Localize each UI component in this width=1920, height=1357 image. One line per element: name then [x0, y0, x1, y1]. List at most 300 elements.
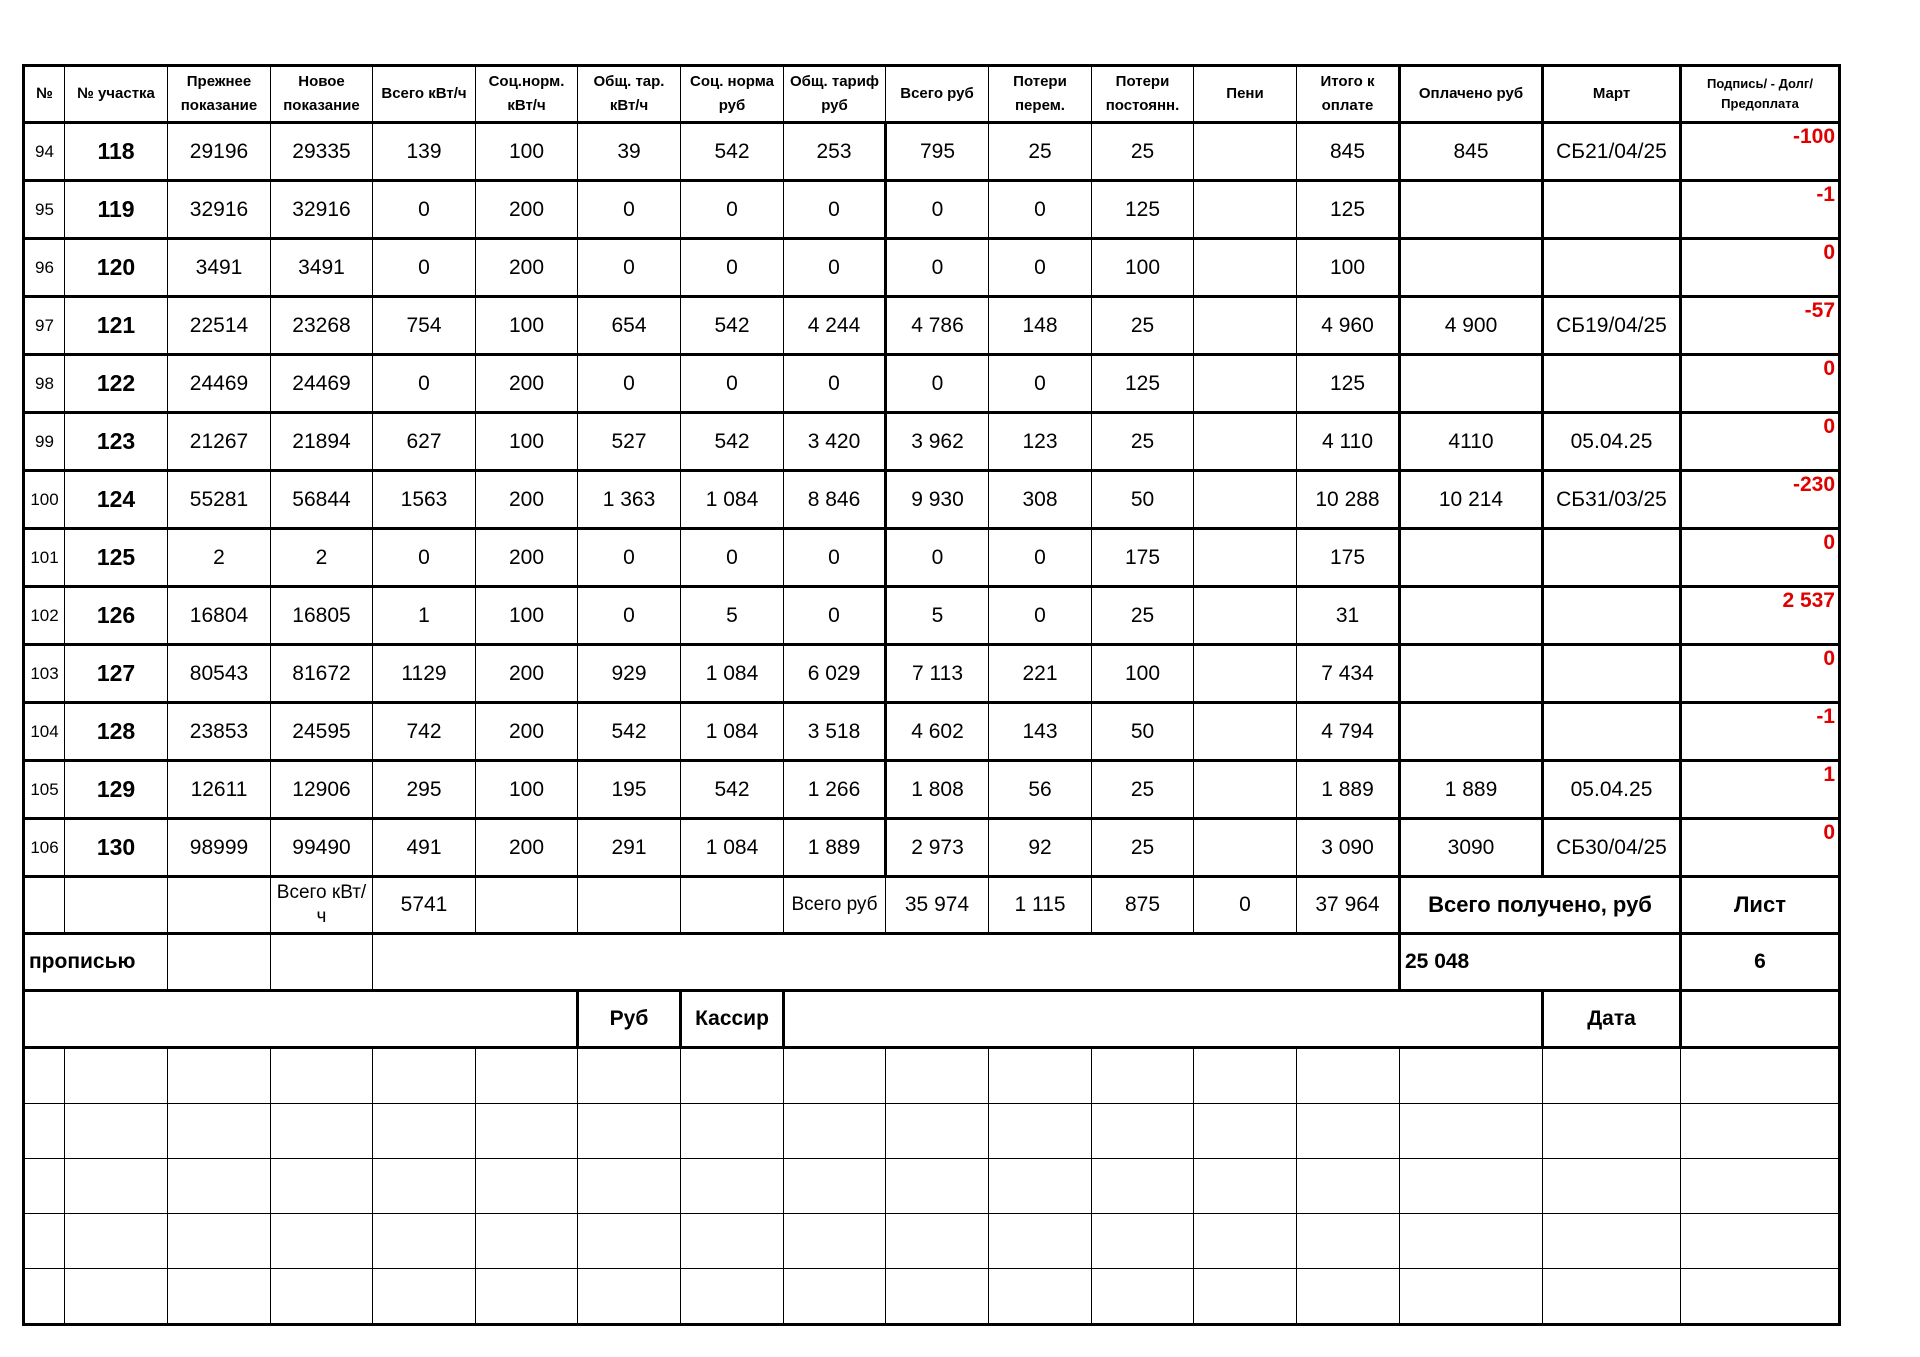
- table-cell: [1543, 587, 1681, 645]
- table-cell: 55281: [168, 471, 271, 529]
- table-row: [24, 703, 1840, 761]
- blank-cell: [886, 1214, 989, 1269]
- blank-cell: [784, 1214, 886, 1269]
- blank-cell: [168, 1159, 271, 1214]
- table-cell: 24595: [271, 703, 373, 761]
- header-cell: № участка: [65, 66, 168, 123]
- blank-cell: [989, 1159, 1092, 1214]
- table-cell: 104: [24, 703, 65, 761]
- totals-kwh-label: Всего кВт/ч: [271, 877, 373, 934]
- header-cell: Итого к оплате: [1297, 66, 1400, 123]
- cashier-signature: [784, 991, 1543, 1048]
- table-row: [24, 297, 1840, 355]
- table-cell: 291: [578, 819, 681, 877]
- plot-number-cell: 119: [65, 181, 168, 239]
- blank-cell: [886, 1104, 989, 1159]
- header-cell: №: [24, 66, 65, 123]
- blank-cell: [1681, 1269, 1840, 1325]
- cashier-date-value: [1681, 991, 1840, 1048]
- table-cell: 25: [1092, 819, 1194, 877]
- table-cell: 195: [578, 761, 681, 819]
- table-cell: 0: [681, 181, 784, 239]
- blank-cell: [373, 1048, 476, 1104]
- table-cell: 200: [476, 471, 578, 529]
- blank-cell: [1194, 1159, 1297, 1214]
- blank-cell: [578, 1269, 681, 1325]
- table-cell: 8 846: [784, 471, 886, 529]
- table-cell: 50: [1092, 703, 1194, 761]
- table-cell: [1543, 355, 1681, 413]
- header-cell: Март: [1543, 66, 1681, 123]
- table-cell: 295: [373, 761, 476, 819]
- table-cell: 0: [989, 181, 1092, 239]
- blank-cell: [1543, 1269, 1681, 1325]
- propisyu-label: прописью: [24, 934, 168, 991]
- cashier-date-label: Дата: [1543, 991, 1681, 1048]
- table-cell: 200: [476, 819, 578, 877]
- blank-cell: [578, 1104, 681, 1159]
- blank-cell: [578, 1159, 681, 1214]
- table-cell: 100: [1092, 645, 1194, 703]
- table-cell: 100: [476, 587, 578, 645]
- blank-cell: [1400, 1159, 1543, 1214]
- blank-cell: [989, 1214, 1092, 1269]
- table-cell: 94: [24, 123, 65, 181]
- debt-cell: 0: [1681, 355, 1840, 413]
- propisyu-empty-2: [271, 934, 373, 991]
- table-cell: 0: [578, 355, 681, 413]
- table-cell: 200: [476, 355, 578, 413]
- table-cell: 1 084: [681, 703, 784, 761]
- plot-number-cell: 122: [65, 355, 168, 413]
- blank-row: [24, 1159, 1840, 1214]
- table-cell: 21267: [168, 413, 271, 471]
- blank-cell: [1297, 1104, 1400, 1159]
- blank-cell: [476, 1048, 578, 1104]
- blank-cell: [1400, 1104, 1543, 1159]
- table-cell: 81672: [271, 645, 373, 703]
- debt-cell: -57: [1681, 297, 1840, 355]
- propisyu-sheet-number: 6: [1681, 934, 1840, 991]
- table-cell: 0: [784, 181, 886, 239]
- table-cell: 0: [989, 529, 1092, 587]
- blank-cell: [65, 1269, 168, 1325]
- totals-rub-label: Всего руб: [784, 877, 886, 934]
- blank-row: [24, 1214, 1840, 1269]
- header-cell: Новое показание: [271, 66, 373, 123]
- propisyu-received-value: 25 048: [1400, 934, 1681, 991]
- table-cell: 0: [373, 181, 476, 239]
- table-cell: 3 518: [784, 703, 886, 761]
- table-cell: СБ21/04/25: [1543, 123, 1681, 181]
- blank-cell: [1400, 1269, 1543, 1325]
- table-cell: [1400, 239, 1543, 297]
- table-cell: 0: [373, 239, 476, 297]
- propisyu-amount-words: [373, 934, 1400, 991]
- table-cell: 56: [989, 761, 1092, 819]
- table-cell: [1543, 181, 1681, 239]
- table-cell: 4 244: [784, 297, 886, 355]
- table-cell: 4 786: [886, 297, 989, 355]
- table-cell: [1543, 529, 1681, 587]
- table-cell: 101: [24, 529, 65, 587]
- plot-number-cell: 127: [65, 645, 168, 703]
- totals-sheet-label: Лист: [1681, 877, 1840, 934]
- header-cell: Соц. норма руб: [681, 66, 784, 123]
- table-cell: 31: [1297, 587, 1400, 645]
- table-cell: 0: [784, 239, 886, 297]
- table-cell: 742: [373, 703, 476, 761]
- blank-cell: [476, 1269, 578, 1325]
- table-cell: 0: [681, 529, 784, 587]
- header-cell: Подпись/ - Долг/Предоплата: [1681, 66, 1840, 123]
- table-cell: 25: [1092, 587, 1194, 645]
- blank-cell: [681, 1159, 784, 1214]
- table-row: [24, 587, 1840, 645]
- table-cell: 2 973: [886, 819, 989, 877]
- debt-cell: -1: [1681, 181, 1840, 239]
- blank-cell: [1543, 1159, 1681, 1214]
- blank-cell: [681, 1269, 784, 1325]
- table-cell: 7 434: [1297, 645, 1400, 703]
- table-cell: 98: [24, 355, 65, 413]
- electricity-payment-sheet: [22, 64, 1840, 1271]
- table-cell: 0: [578, 181, 681, 239]
- table-cell: 106: [24, 819, 65, 877]
- table-cell: 6 029: [784, 645, 886, 703]
- header-cell: Прежнее показание: [168, 66, 271, 123]
- table-cell: [1400, 587, 1543, 645]
- debt-cell: -100: [1681, 123, 1840, 181]
- table-cell: 92: [989, 819, 1092, 877]
- blank-cell: [1092, 1048, 1194, 1104]
- table-cell: 3090: [1400, 819, 1543, 877]
- table-cell: 32916: [168, 181, 271, 239]
- table-cell: 148: [989, 297, 1092, 355]
- plot-number-cell: 120: [65, 239, 168, 297]
- blank-cell: [1092, 1269, 1194, 1325]
- table-cell: 100: [24, 471, 65, 529]
- table-cell: [1400, 703, 1543, 761]
- blank-cell: [1297, 1269, 1400, 1325]
- blank-cell: [1681, 1159, 1840, 1214]
- blank-row: [24, 1048, 1840, 1104]
- blank-cell: [373, 1104, 476, 1159]
- table-cell: 23268: [271, 297, 373, 355]
- blank-cell: [1297, 1214, 1400, 1269]
- blank-cell: [1681, 1048, 1840, 1104]
- debt-cell: 0: [1681, 819, 1840, 877]
- table-cell: 175: [1092, 529, 1194, 587]
- propisyu-empty-1: [168, 934, 271, 991]
- table-cell: 0: [886, 181, 989, 239]
- header-row: [24, 66, 1840, 123]
- table-cell: 105: [24, 761, 65, 819]
- plot-number-cell: 124: [65, 471, 168, 529]
- table-cell: 0: [886, 529, 989, 587]
- table-row: [24, 761, 1840, 819]
- cashier-row: [24, 991, 1840, 1048]
- table-cell: 123: [989, 413, 1092, 471]
- blank-cell: [476, 1159, 578, 1214]
- table-cell: 125: [1092, 355, 1194, 413]
- table-cell: 7 113: [886, 645, 989, 703]
- table-cell: 845: [1400, 123, 1543, 181]
- totals-empty-3: [168, 877, 271, 934]
- table-cell: 1 084: [681, 645, 784, 703]
- plot-number-cell: 121: [65, 297, 168, 355]
- table-cell: 200: [476, 529, 578, 587]
- table-cell: [1400, 355, 1543, 413]
- table-cell: 527: [578, 413, 681, 471]
- table-cell: 0: [989, 239, 1092, 297]
- table-cell: 0: [373, 355, 476, 413]
- table-row: [24, 413, 1840, 471]
- table-cell: [1400, 645, 1543, 703]
- table-cell: [1194, 587, 1297, 645]
- table-cell: [1194, 703, 1297, 761]
- table-cell: 100: [476, 413, 578, 471]
- header-cell: Потери постоянн.: [1092, 66, 1194, 123]
- blank-cell: [784, 1104, 886, 1159]
- table-cell: 1 363: [578, 471, 681, 529]
- table-cell: 12611: [168, 761, 271, 819]
- table-cell: 9 930: [886, 471, 989, 529]
- table-cell: 200: [476, 703, 578, 761]
- table-cell: 0: [373, 529, 476, 587]
- table-cell: 100: [1297, 239, 1400, 297]
- table-cell: 95: [24, 181, 65, 239]
- totals-due: 37 964: [1297, 877, 1400, 934]
- table-row: [24, 123, 1840, 181]
- blank-cell: [65, 1104, 168, 1159]
- table-cell: 1563: [373, 471, 476, 529]
- table-cell: 24469: [271, 355, 373, 413]
- table-cell: 98999: [168, 819, 271, 877]
- table-cell: 3 420: [784, 413, 886, 471]
- blank-cell: [476, 1214, 578, 1269]
- totals-row: [24, 877, 1840, 934]
- table-cell: 1129: [373, 645, 476, 703]
- blank-cell: [24, 1269, 65, 1325]
- table-cell: 29335: [271, 123, 373, 181]
- table-cell: 1 889: [784, 819, 886, 877]
- table-cell: 4110: [1400, 413, 1543, 471]
- table-cell: 0: [681, 239, 784, 297]
- header-cell: Всего руб: [886, 66, 989, 123]
- table-cell: 139: [373, 123, 476, 181]
- table-cell: 2: [271, 529, 373, 587]
- table-cell: [1543, 239, 1681, 297]
- debt-cell: 2 537: [1681, 587, 1840, 645]
- table-cell: 24469: [168, 355, 271, 413]
- table-cell: 754: [373, 297, 476, 355]
- blank-cell: [24, 1214, 65, 1269]
- table-cell: 56844: [271, 471, 373, 529]
- table-cell: 1 889: [1297, 761, 1400, 819]
- table-cell: 39: [578, 123, 681, 181]
- table-row: [24, 645, 1840, 703]
- table-cell: 542: [578, 703, 681, 761]
- cashier-rub-label: Руб: [578, 991, 681, 1048]
- totals-penalty: 0: [1194, 877, 1297, 934]
- totals-rub-value: 35 974: [886, 877, 989, 934]
- table-cell: 97: [24, 297, 65, 355]
- table-cell: 100: [476, 761, 578, 819]
- totals-empty-8: [681, 877, 784, 934]
- table-cell: 143: [989, 703, 1092, 761]
- header-cell: Всего кВт/ч: [373, 66, 476, 123]
- blank-cell: [681, 1048, 784, 1104]
- table-cell: 4 602: [886, 703, 989, 761]
- table-cell: СБ30/04/25: [1543, 819, 1681, 877]
- table-cell: СБ31/03/25: [1543, 471, 1681, 529]
- table-cell: 175: [1297, 529, 1400, 587]
- blank-cell: [1092, 1104, 1194, 1159]
- table-cell: 0: [886, 239, 989, 297]
- table-cell: 16805: [271, 587, 373, 645]
- table-row: [24, 529, 1840, 587]
- table-cell: [1194, 819, 1297, 877]
- blank-cell: [989, 1048, 1092, 1104]
- totals-kwh-value: 5741: [373, 877, 476, 934]
- table-cell: 4 794: [1297, 703, 1400, 761]
- blank-cell: [24, 1104, 65, 1159]
- table-cell: [1194, 645, 1297, 703]
- table-cell: 200: [476, 645, 578, 703]
- table-cell: 12906: [271, 761, 373, 819]
- table-cell: 50: [1092, 471, 1194, 529]
- table-cell: 200: [476, 239, 578, 297]
- table-cell: 5: [681, 587, 784, 645]
- table-cell: 25: [989, 123, 1092, 181]
- blank-cell: [1194, 1104, 1297, 1159]
- table-cell: 1: [373, 587, 476, 645]
- table-cell: 25: [1092, 761, 1194, 819]
- debt-cell: -230: [1681, 471, 1840, 529]
- blank-cell: [1543, 1048, 1681, 1104]
- plot-number-cell: 129: [65, 761, 168, 819]
- table-cell: 845: [1297, 123, 1400, 181]
- blank-cell: [1297, 1159, 1400, 1214]
- table-cell: 125: [1297, 355, 1400, 413]
- plot-number-cell: 118: [65, 123, 168, 181]
- blank-cell: [271, 1214, 373, 1269]
- blank-cell: [65, 1159, 168, 1214]
- propisyu-row: [24, 934, 1840, 991]
- table-row: [24, 819, 1840, 877]
- table-cell: 23853: [168, 703, 271, 761]
- table-cell: [1543, 645, 1681, 703]
- table-cell: 0: [578, 529, 681, 587]
- table-cell: 0: [681, 355, 784, 413]
- table-cell: [1194, 529, 1297, 587]
- table-cell: 05.04.25: [1543, 413, 1681, 471]
- blank-cell: [168, 1214, 271, 1269]
- totals-losses-var: 1 115: [989, 877, 1092, 934]
- table-cell: 0: [578, 587, 681, 645]
- table-cell: 627: [373, 413, 476, 471]
- blank-cell: [784, 1048, 886, 1104]
- blank-cell: [784, 1269, 886, 1325]
- table-cell: 0: [784, 529, 886, 587]
- blank-cell: [271, 1104, 373, 1159]
- blank-cell: [168, 1269, 271, 1325]
- plot-number-cell: 123: [65, 413, 168, 471]
- table-row: [24, 471, 1840, 529]
- blank-row: [24, 1104, 1840, 1159]
- plot-number-cell: 125: [65, 529, 168, 587]
- blank-cell: [168, 1048, 271, 1104]
- table-cell: 25: [1092, 123, 1194, 181]
- table-cell: 10 214: [1400, 471, 1543, 529]
- blank-cell: [168, 1104, 271, 1159]
- table-cell: 99: [24, 413, 65, 471]
- table-cell: 05.04.25: [1543, 761, 1681, 819]
- table-cell: [1194, 413, 1297, 471]
- table-row: [24, 355, 1840, 413]
- header-cell: Пени: [1194, 66, 1297, 123]
- totals-empty-7: [578, 877, 681, 934]
- table-cell: 100: [476, 123, 578, 181]
- blank-cell: [989, 1104, 1092, 1159]
- table-cell: [1194, 297, 1297, 355]
- blank-cell: [1543, 1104, 1681, 1159]
- table-cell: 795: [886, 123, 989, 181]
- table-cell: 1 084: [681, 471, 784, 529]
- table-cell: 542: [681, 761, 784, 819]
- table-cell: 542: [681, 123, 784, 181]
- table-cell: 10 288: [1297, 471, 1400, 529]
- debt-cell: 1: [1681, 761, 1840, 819]
- blank-cell: [989, 1269, 1092, 1325]
- cashier-row-empty: [24, 991, 578, 1048]
- table-cell: 29196: [168, 123, 271, 181]
- blank-cell: [681, 1214, 784, 1269]
- table-cell: 654: [578, 297, 681, 355]
- plot-number-cell: 128: [65, 703, 168, 761]
- table-cell: 0: [784, 355, 886, 413]
- table-cell: 1 889: [1400, 761, 1543, 819]
- blank-cell: [886, 1048, 989, 1104]
- blank-cell: [373, 1269, 476, 1325]
- blank-cell: [373, 1159, 476, 1214]
- blank-cell: [784, 1159, 886, 1214]
- table-cell: 0: [989, 587, 1092, 645]
- table-cell: 0: [989, 355, 1092, 413]
- table-cell: СБ19/04/25: [1543, 297, 1681, 355]
- table-cell: 103: [24, 645, 65, 703]
- blank-cell: [886, 1159, 989, 1214]
- table-cell: 22514: [168, 297, 271, 355]
- table-cell: 0: [784, 587, 886, 645]
- debt-cell: 0: [1681, 645, 1840, 703]
- header-cell: Потери перем.: [989, 66, 1092, 123]
- blank-cell: [1543, 1214, 1681, 1269]
- blank-cell: [1400, 1048, 1543, 1104]
- blank-cell: [65, 1214, 168, 1269]
- table-cell: 25: [1092, 413, 1194, 471]
- table-cell: 125: [1297, 181, 1400, 239]
- table-cell: [1400, 181, 1543, 239]
- debt-cell: 0: [1681, 529, 1840, 587]
- blank-cell: [1400, 1214, 1543, 1269]
- table-cell: 99490: [271, 819, 373, 877]
- blank-cell: [24, 1159, 65, 1214]
- blank-cell: [1092, 1159, 1194, 1214]
- blank-cell: [1297, 1048, 1400, 1104]
- table-cell: 21894: [271, 413, 373, 471]
